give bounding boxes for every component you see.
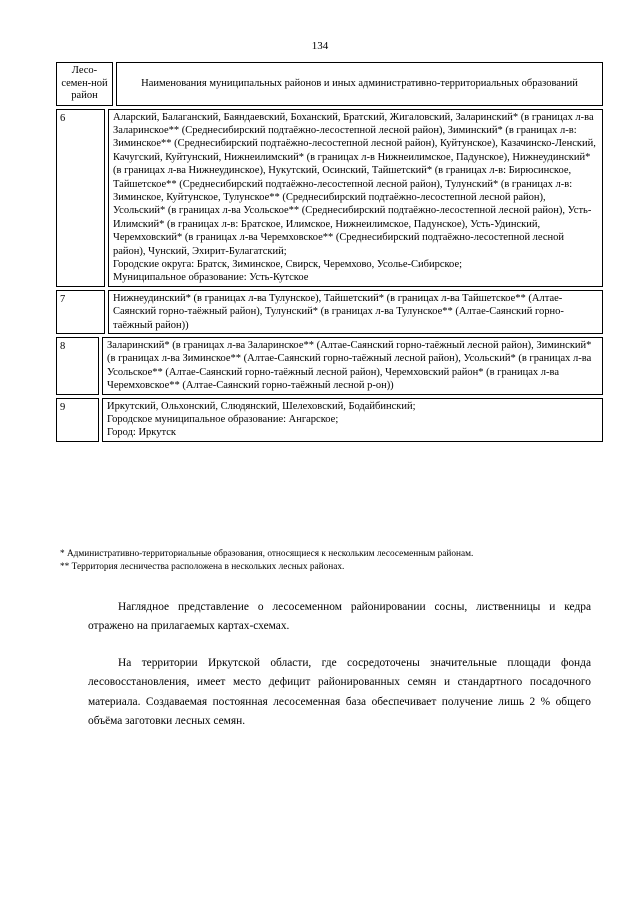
seed-zone-table: [56, 62, 603, 445]
table-row: [56, 337, 603, 395]
footnotes: [60, 548, 610, 574]
header-seed-zone: Лесо-семен-ной район: [56, 62, 113, 106]
zone-number: 8: [56, 337, 99, 395]
zone-paragraph: Городские округа: Братск, Зиминское, Свирск, Черемхово, Усолье-Сибирское;: [113, 258, 463, 270]
zone-paragraph: Аларский, Балаганский, Баяндаевский, Боханский, Братский, Жигаловский, Заларинский* (в границах л-ва Заларинское** (Среднесибирский подтаёжно-лесостепной лесной район), Зиминский* (в границах л-в: Зиминское** (Среднесибирский подтаёжно-лесостепной лесной район), Куйтунское), Казачинско-Ленский, Качугский, Куйтунский, Нижнеилимский* (в границах л-в Нижнеилимское, Падунское), Нижнеудинский* (в границах л-ва Нижнеудинское), Нукутский, Осинский, Тайшетский* (в границах л-в: Бирюсинское, Тайшетское** (Среднесибирский подтаёжно-лесостепной лесной район), Тулунский* (в границах л-в: Зиминское, Куйтунское, Тулунское** (Среднесибирский подтаёжно-лесостепной лесной район), Усольский* (в границах л-ва Усольское** (Среднесибирский подтаёжно-лесостепной лесной район), Усть-Илимский* (в границах л-в: Братское, Илимское, Нижнеилимское, Падунское), Усть-Удинский, Черемховский* (в границах л-ва Черемховское** (Среднесибирский подтаёжно-лесостепной лесной район), Чунский, Эхирит-Булагатский;: [113, 111, 596, 257]
body-paragraph: Наглядное представление о лесосеменном районировании сосны, лиственницы и кедра отражено на прилагаемых картах-схемах.: [88, 601, 591, 633]
zone-paragraph: Заларинский* (в границах л-ва Заларинское** (Алтае-Саянский горно-таёжный лесной район), Зиминский* (в границах л-ва Зиминское** (Алтае-Саянский горно-таёжный лесной район), Усольский* (в границах л-ва Усольское** (Алтае-Саянский горно-таёжный лесной район), Черемховский район* (в границах л-ва Черемховское** (Алтае-Саянский горно-таёжный лесной р-он)): [107, 340, 592, 392]
footnote: ** Территория лесничества расположена в нескольких лесных районах.: [60, 562, 345, 572]
header-municipalities: Наименования муниципальных районов и иных административно-территориальных образований: [116, 62, 603, 106]
zone-number: 9: [56, 398, 99, 442]
table-row: [56, 290, 603, 334]
zone-paragraph: Муниципальное образование: Усть-Кутское: [113, 272, 309, 284]
zone-number: 6: [56, 109, 105, 287]
zone-municipalities: [108, 290, 603, 334]
body-paragraph: На территории Иркутской области, где сосредоточены значительные площади фонда лесовосстановления, имеет место дефицит районированных семян и стандартного посадочного материала. Создаваемая постоянная лесосеменная база обеспечивает получение лишь 2 % общего объёма заготовки лесных семян.: [88, 657, 591, 728]
zone-paragraph: Нижнеудинский* (в границах л-ва Тулунское), Тайшетский* (в границах л-ва Тайшетское** (Алтае-Саянский горно-таёжный район), Тулунский* (в границах л-ва Тулунское** (Алтае-Саянский горно-таёжный район)): [113, 292, 564, 331]
table-row: [56, 398, 603, 442]
table-header-row: [56, 62, 603, 106]
zone-municipalities: [102, 337, 603, 395]
zone-number: 7: [56, 290, 105, 334]
footnote: * Административно-территориальные образования, относящиеся к нескольким лесосеменным районам.: [60, 549, 474, 559]
zone-paragraph: Иркутский, Ольхонский, Слюдянский, Шелеховский, Бодайбинский;: [107, 400, 416, 412]
page-number: 134: [311, 40, 329, 52]
zone-municipalities: [102, 398, 603, 442]
table-row: [56, 109, 603, 287]
zone-municipalities: [108, 109, 603, 287]
zone-paragraph: Город: Иркутск: [107, 427, 176, 439]
zone-paragraph: Городское муниципальное образование: Ангарское;: [107, 414, 339, 426]
